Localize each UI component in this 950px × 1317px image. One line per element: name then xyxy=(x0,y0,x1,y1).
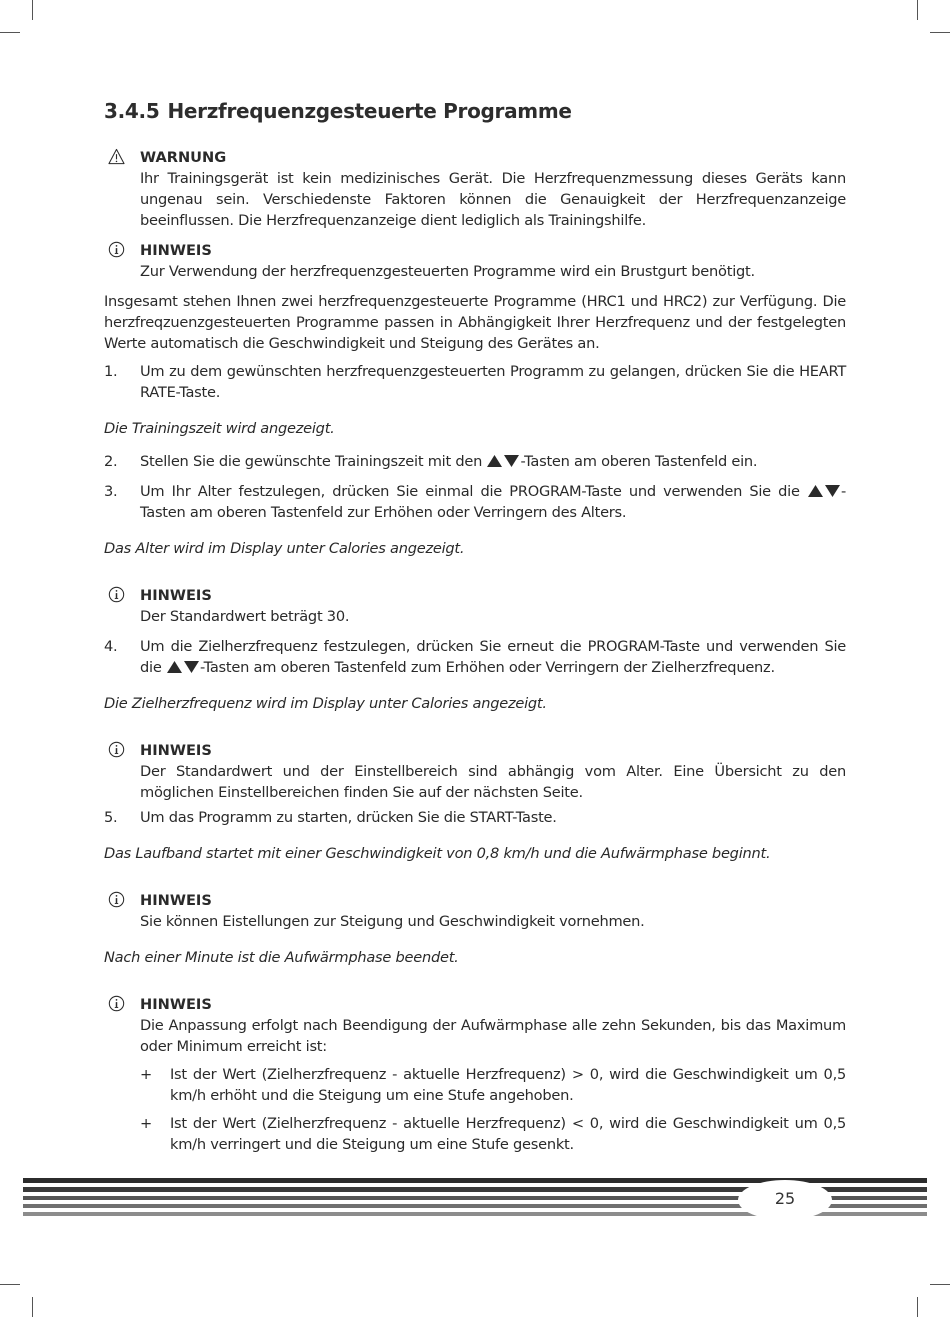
list-item xyxy=(140,1064,846,1106)
hint-label: HINWEIS xyxy=(140,892,212,909)
step-4 xyxy=(104,636,846,678)
page-footer xyxy=(0,1178,950,1222)
up-down-triangle-icon xyxy=(807,484,841,498)
step-text: Um das Programm zu starten, drücken Sie die START-Taste. xyxy=(140,809,557,826)
warning-text: Ihr Trainingsgerät ist kein medizinisches Gerät. Die Herzfrequenzmessung dieses Geräts kann ungenau sein. Verschiedenste Faktoren können die Genauigkeit der Herzfrequenzanzeige beeinflussen. Die Herzfrequenzanzeige dient lediglich als Trainingshilfe. xyxy=(140,170,846,229)
step-text: Um zu dem gewünschten herzfrequenzgesteuerten Programm zu gelangen, drücken Sie die HEART RATE-Taste. xyxy=(140,363,846,401)
step-3 xyxy=(104,481,846,523)
hint-notice xyxy=(104,890,846,932)
crop-mark xyxy=(32,0,33,20)
warning-notice xyxy=(104,147,846,231)
list-item-text: Ist der Wert (Zielherzfrequenz - aktuelle Herzfrequenz) < 0, wird die Geschwindigkeit um 0,5 km/h verringert und die Steigung um eine Stufe gesenkt. xyxy=(170,1115,846,1153)
step-number: 2. xyxy=(104,453,118,470)
step-text-post: -Tasten am oberen Tastenfeld zur Erhöhen oder Verringern des Alters. xyxy=(140,483,846,521)
crop-mark xyxy=(0,1284,20,1285)
step-text-pre: Um Ihr Alter festzulegen, drücken Sie einmal die PROGRAM-Taste und verwenden Sie die xyxy=(140,483,807,500)
result-text: Nach einer Minute ist die Aufwärmphase beendet. xyxy=(104,949,459,966)
step-5 xyxy=(104,807,846,828)
info-circle-icon xyxy=(108,741,125,758)
hint-label: HINWEIS xyxy=(140,242,212,259)
result-text: Das Laufband startet mit einer Geschwindigkeit von 0,8 km/h und die Aufwärmphase beginnt. xyxy=(104,845,771,862)
crop-mark xyxy=(917,1297,918,1317)
crop-mark xyxy=(917,0,918,20)
hint-text: Sie können Eistellungen zur Steigung und Geschwindigkeit vornehmen. xyxy=(140,913,645,930)
step-number: 1. xyxy=(104,363,118,380)
hint-label: HINWEIS xyxy=(140,996,212,1013)
info-circle-icon xyxy=(108,891,125,908)
step-text-pre: Stellen Sie die gewünschte Trainingszeit mit den xyxy=(140,453,487,470)
section-number: 3.4.5 xyxy=(104,99,160,123)
crop-mark xyxy=(32,1297,33,1317)
step-number: 5. xyxy=(104,809,118,826)
warning-label: WARNUNG xyxy=(140,149,227,166)
info-circle-icon xyxy=(108,241,125,258)
up-down-triangle-icon xyxy=(486,454,520,468)
page-number: 25 xyxy=(774,1189,796,1208)
hint-notice xyxy=(104,994,846,1155)
step-number: 4. xyxy=(104,638,118,655)
result-text: Die Zielherzfrequenz wird im Display unter Calories angezeigt. xyxy=(104,695,547,712)
hint-notice xyxy=(104,240,846,282)
list-bullet: + xyxy=(140,1115,152,1132)
info-circle-icon xyxy=(108,995,125,1012)
hint-text: Die Anpassung erfolgt nach Beendigung der Aufwärmphase alle zehn Sekunden, bis das Maximum oder Minimum erreicht ist: xyxy=(140,1017,846,1055)
step-1 xyxy=(104,361,846,403)
hint-notice xyxy=(104,585,846,627)
section-heading xyxy=(104,97,846,125)
hint-text: Der Standardwert und der Einstellbereich sind abhängig vom Alter. Eine Übersicht zu den möglichen Einstellbereichen finden Sie auf der nächsten Seite. xyxy=(140,763,846,801)
hint-text: Der Standardwert beträgt 30. xyxy=(140,608,350,625)
result-text: Die Trainingszeit wird angezeigt. xyxy=(104,420,335,437)
result-text: Das Alter wird im Display unter Calories angezeigt. xyxy=(104,540,465,557)
step-text-pre: Um die Zielherzfrequenz festzulegen, drücken Sie erneut die PROGRAM-Taste und verwenden Sie die xyxy=(140,638,846,676)
hint-label: HINWEIS xyxy=(140,742,212,759)
warning-triangle-icon xyxy=(108,148,125,165)
list-item xyxy=(140,1113,846,1155)
crop-mark xyxy=(930,1284,950,1285)
step-text-post: -Tasten am oberen Tastenfeld ein. xyxy=(520,453,758,470)
page-content xyxy=(104,97,846,1164)
crop-mark xyxy=(930,32,950,33)
step-2 xyxy=(104,451,846,472)
step-text-post: -Tasten am oberen Tastenfeld zum Erhöhen oder Verringern der Zielherzfrequenz. xyxy=(199,659,775,676)
crop-mark xyxy=(0,32,20,33)
hint-text: Zur Verwendung der herzfrequenzgesteuerten Programme wird ein Brustgurt benötigt. xyxy=(140,263,755,280)
info-circle-icon xyxy=(108,586,125,603)
section-title: Herzfrequenzgesteuerte Programme xyxy=(167,99,572,123)
list-item-text: Ist der Wert (Zielherzfrequenz - aktuelle Herzfrequenz) > 0, wird die Geschwindigkeit um 0,5 km/h erhöht und die Steigung um eine Stufe angehoben. xyxy=(170,1066,846,1104)
intro-paragraph: Insgesamt stehen Ihnen zwei herzfrequenzgesteuerte Programme (HRC1 und HRC2) zur Verfügung. Die herzfreqzuenzgesteuerten Programme passen in Abhängigkeit Ihrer Herzfrequenz und der festgelegten Werte automatisch die Geschwindigkeit und Steigung des Gerätes an. xyxy=(104,293,846,352)
step-number: 3. xyxy=(104,483,118,500)
hint-label: HINWEIS xyxy=(140,587,212,604)
hint-notice xyxy=(104,740,846,803)
list-bullet: + xyxy=(140,1066,152,1083)
up-down-triangle-icon xyxy=(166,660,200,674)
